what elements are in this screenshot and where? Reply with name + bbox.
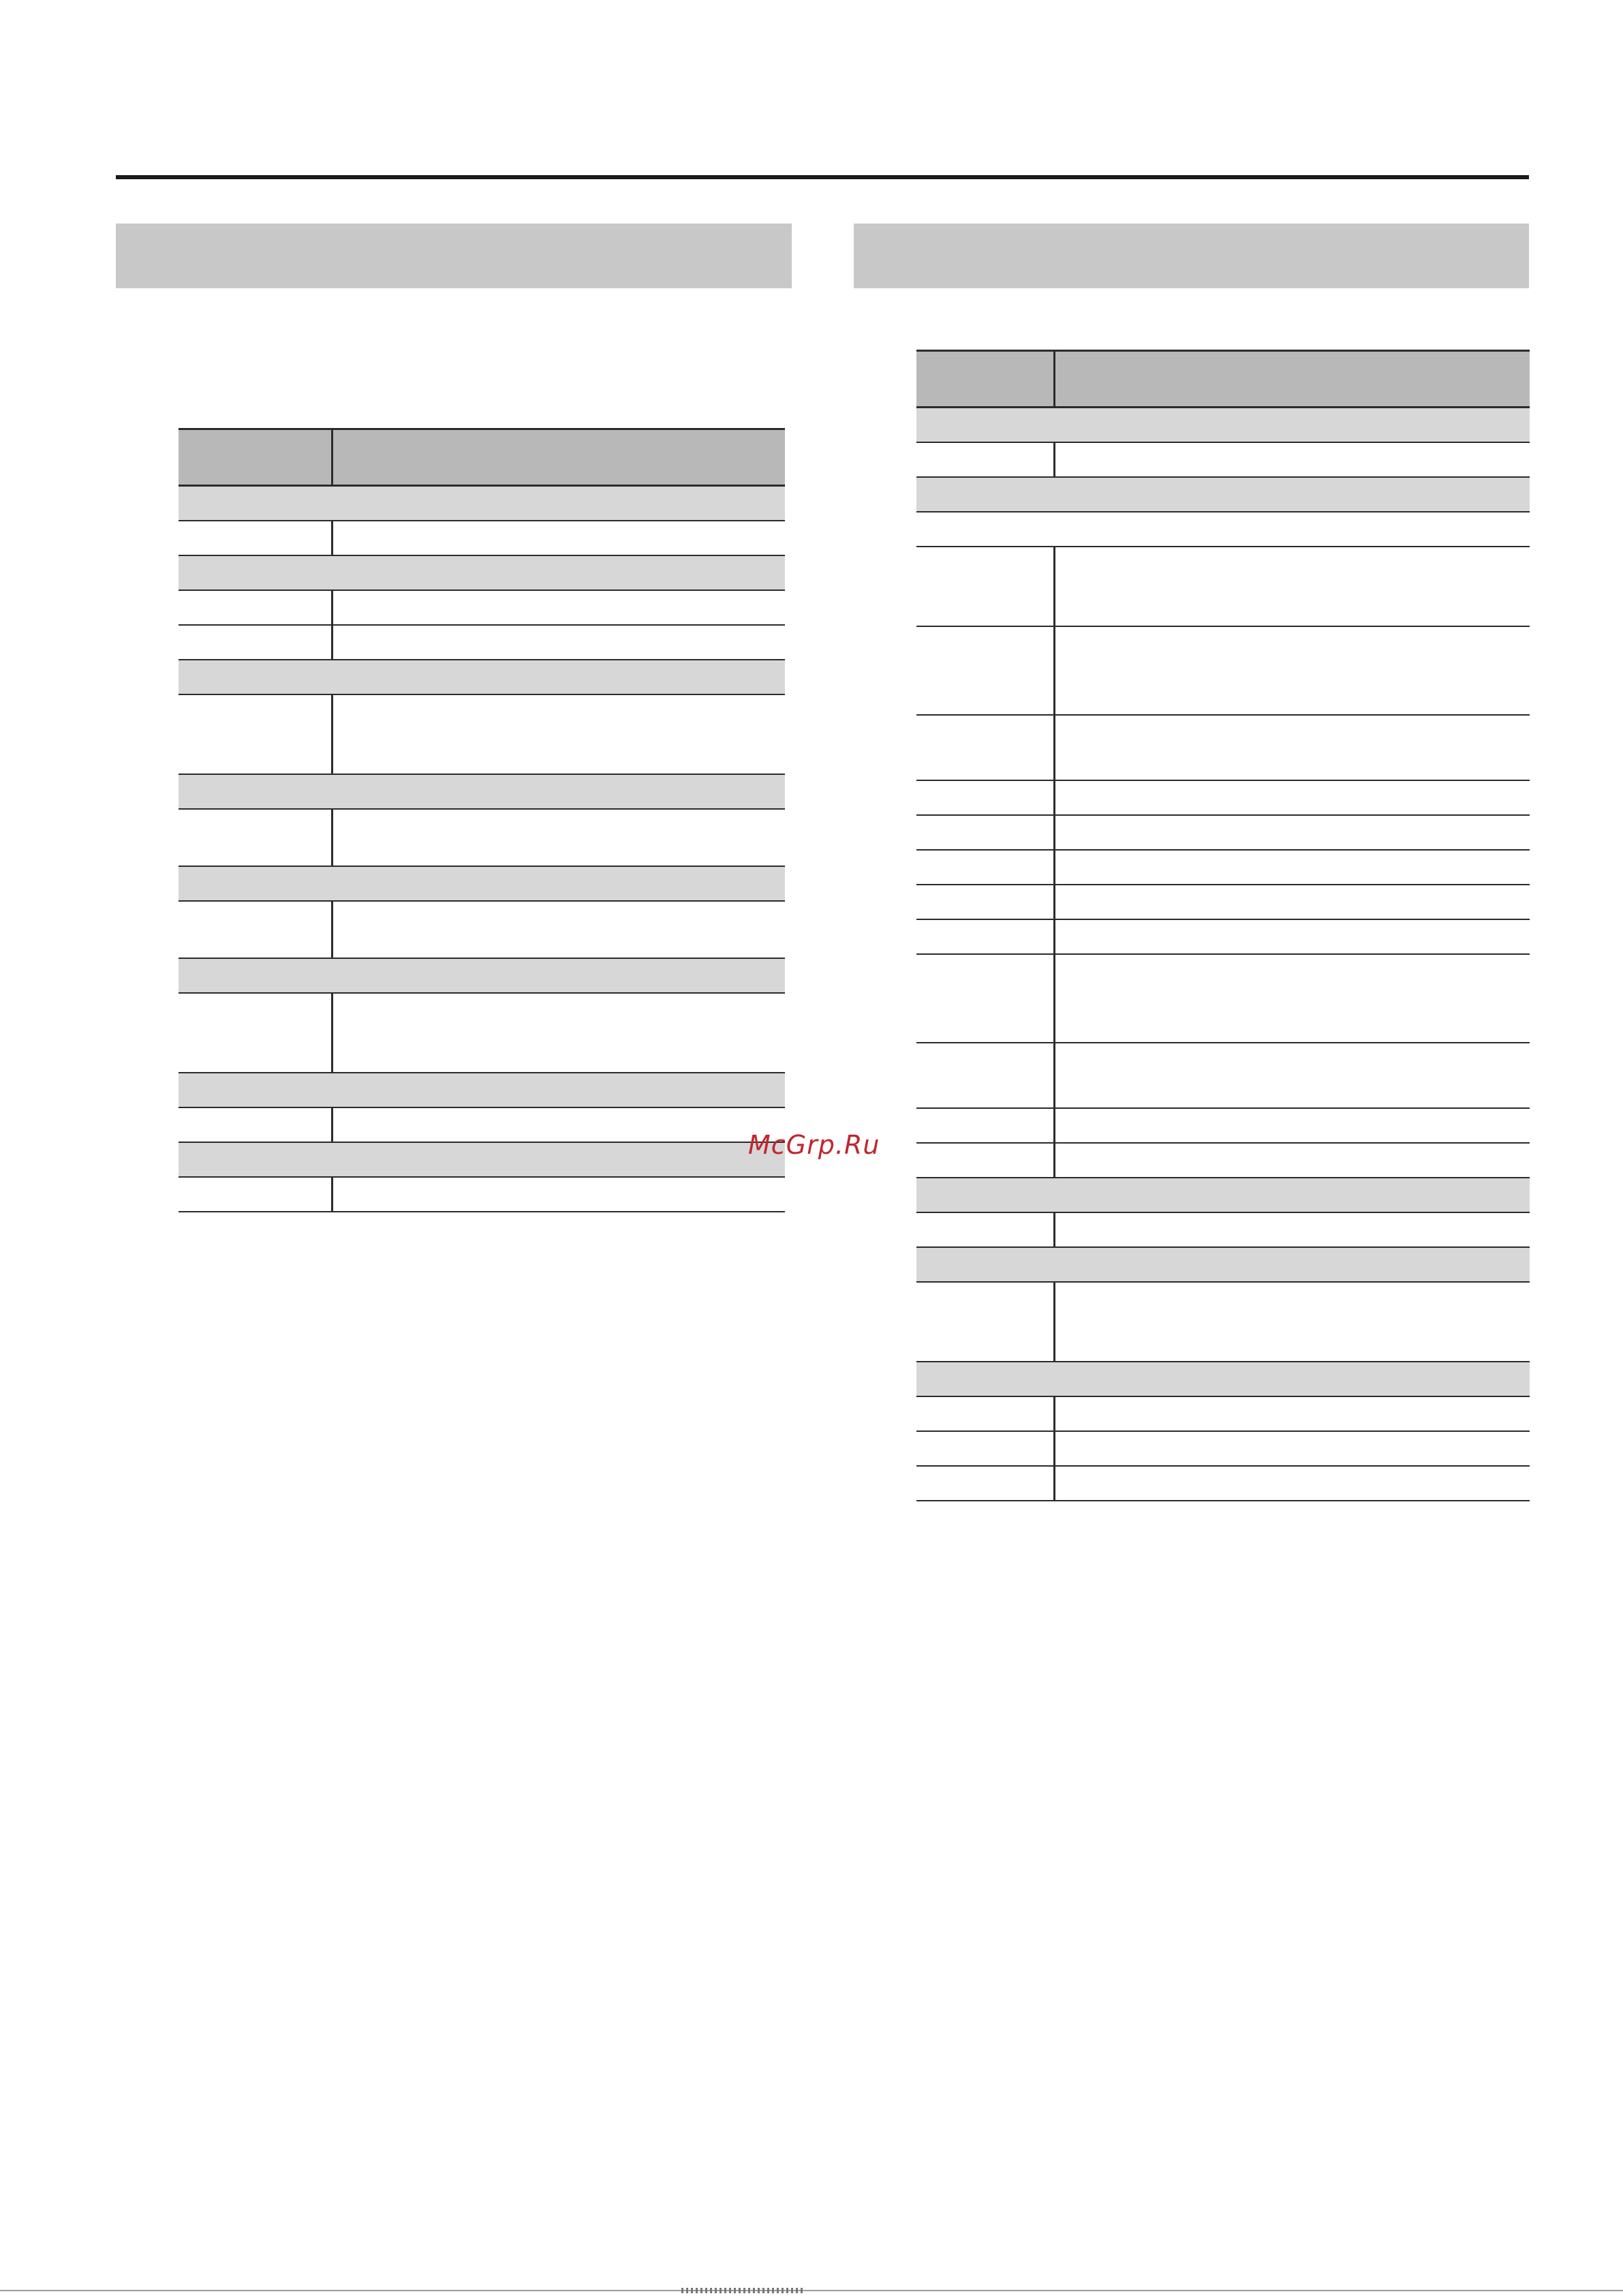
table-row bbox=[916, 1143, 1530, 1178]
table-row bbox=[916, 715, 1530, 780]
right-spec-table bbox=[916, 350, 1530, 1501]
table-row bbox=[916, 1212, 1530, 1247]
table-row bbox=[179, 694, 785, 774]
table-row bbox=[916, 1466, 1530, 1501]
table-row bbox=[916, 850, 1530, 885]
table-row bbox=[179, 625, 785, 660]
table-group-row bbox=[916, 477, 1530, 512]
footer-rule bbox=[0, 2290, 1623, 2291]
table-row bbox=[916, 1043, 1530, 1108]
left-spec-table bbox=[179, 428, 785, 1212]
table-row bbox=[179, 521, 785, 555]
table-row bbox=[916, 1282, 1530, 1362]
table-row bbox=[916, 954, 1530, 1043]
table-group-row bbox=[179, 1073, 785, 1107]
table-row bbox=[916, 512, 1530, 547]
table-group-row bbox=[916, 408, 1530, 442]
table-group-row bbox=[916, 1178, 1530, 1212]
top-rule bbox=[116, 175, 1529, 179]
footer-crop-marks bbox=[681, 2288, 804, 2293]
table-row bbox=[179, 901, 785, 958]
table-row bbox=[179, 809, 785, 866]
table-group-row bbox=[179, 660, 785, 694]
table-row bbox=[916, 1431, 1530, 1466]
table-row bbox=[916, 815, 1530, 850]
table-row bbox=[916, 1396, 1530, 1431]
table-header-row bbox=[916, 351, 1530, 408]
watermark-text: McGrp.Ru bbox=[748, 1130, 880, 1160]
table-group-row bbox=[916, 1247, 1530, 1282]
table-row bbox=[179, 993, 785, 1073]
table-header-row bbox=[179, 429, 785, 486]
table-group-row bbox=[179, 555, 785, 590]
table-row bbox=[916, 919, 1530, 954]
table-row bbox=[179, 1177, 785, 1212]
table-row bbox=[916, 626, 1530, 715]
table-group-row bbox=[916, 1362, 1530, 1396]
table-group-row bbox=[179, 1142, 785, 1177]
table-group-row bbox=[179, 486, 785, 521]
left-section-heading-bar bbox=[116, 224, 792, 288]
table-row bbox=[916, 780, 1530, 815]
table-row bbox=[179, 1107, 785, 1142]
right-section-heading-bar bbox=[854, 224, 1529, 288]
table-row bbox=[916, 547, 1530, 626]
table-row bbox=[916, 1108, 1530, 1143]
table-row bbox=[179, 590, 785, 625]
table-group-row bbox=[179, 866, 785, 901]
table-row bbox=[916, 885, 1530, 919]
table-group-row bbox=[179, 774, 785, 809]
table-group-row bbox=[179, 958, 785, 993]
table-row bbox=[916, 442, 1530, 477]
